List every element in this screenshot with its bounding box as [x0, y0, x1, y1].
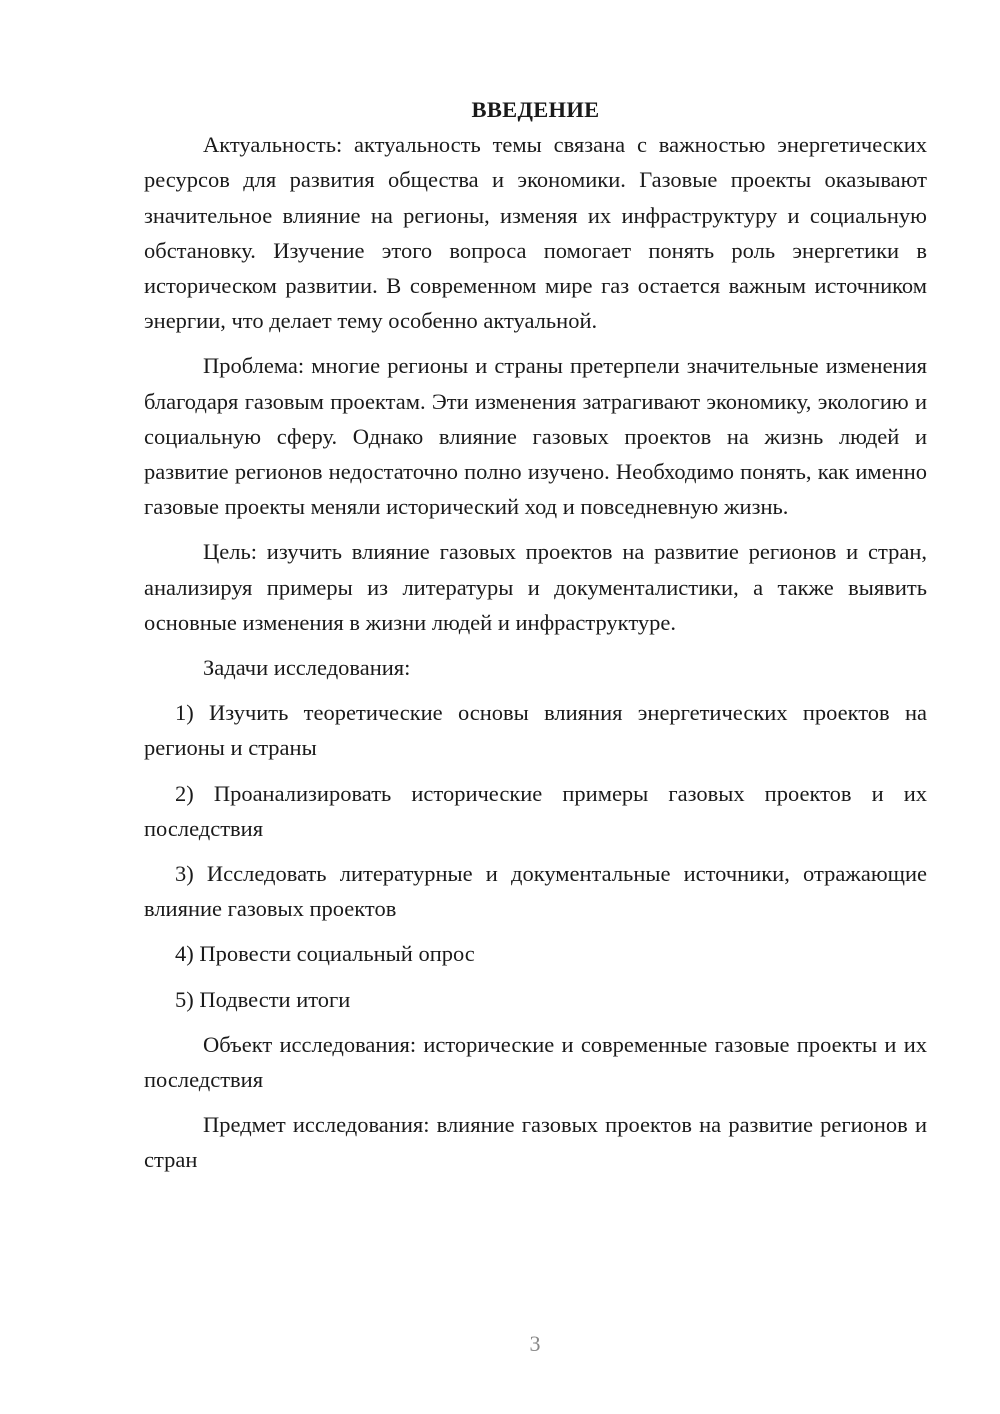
task-item: 2) Проанализировать исторические примеры газовых проектов и их последствия [144, 780, 927, 841]
task-item: 1) Изучить теоретические основы влияния энергетических проектов на регионы и страны [144, 700, 927, 761]
task-item: 4) Провести социальный опрос [175, 941, 475, 967]
tasks-title: Задачи исследования: [203, 655, 411, 681]
relevance-paragraph: Актуальность: актуальность темы связана с важностью энергетических ресурсов для развития общества и экономики. Газовые проекты оказывают значительное влияние на регионы, изменяя их инфраструктуру и социальную обстановку. Изучение этого вопроса помогает понять роль энергетики в историческом развитии. В современном мире газ остается важным источником энергии, что делает тему особенно актуальной. [144, 132, 927, 334]
tasks-list [144, 695, 927, 1017]
task-item: 3) Исследовать литературные и документальные источники, отражающие влияние газовых проектов [144, 861, 927, 922]
page-content [144, 92, 927, 1188]
object-paragraph: Объект исследования: исторические и современные газовые проекты и их последствия [144, 1031, 927, 1093]
subject-paragraph: Предмет исследования: влияние газовых проектов на развитие регионов и стран [144, 1112, 927, 1173]
problem-paragraph: Проблема: многие регионы и страны претерпели значительные изменения благодаря газовым проектам. Эти изменения затрагивают экономику, экологию и социальную сферу. Однако влияние газовых проектов на жизнь людей и развитие регионов недостаточно полно изучено. Необходимо понять, как именно газовые проекты меняли исторический ход и повседневную жизнь. [144, 353, 927, 520]
goal-paragraph: Цель: изучить влияние газовых проектов на развитие регионов и стран, анализируя примеры из литературы и документалистики, а также выявить основные изменения в жизни людей и инфраструктуре. [144, 539, 927, 635]
section-heading: ВВЕДЕНИЕ [471, 97, 600, 122]
task-item: 5) Подвести итоги [175, 986, 351, 1012]
page-number: 3 [529, 1331, 541, 1356]
